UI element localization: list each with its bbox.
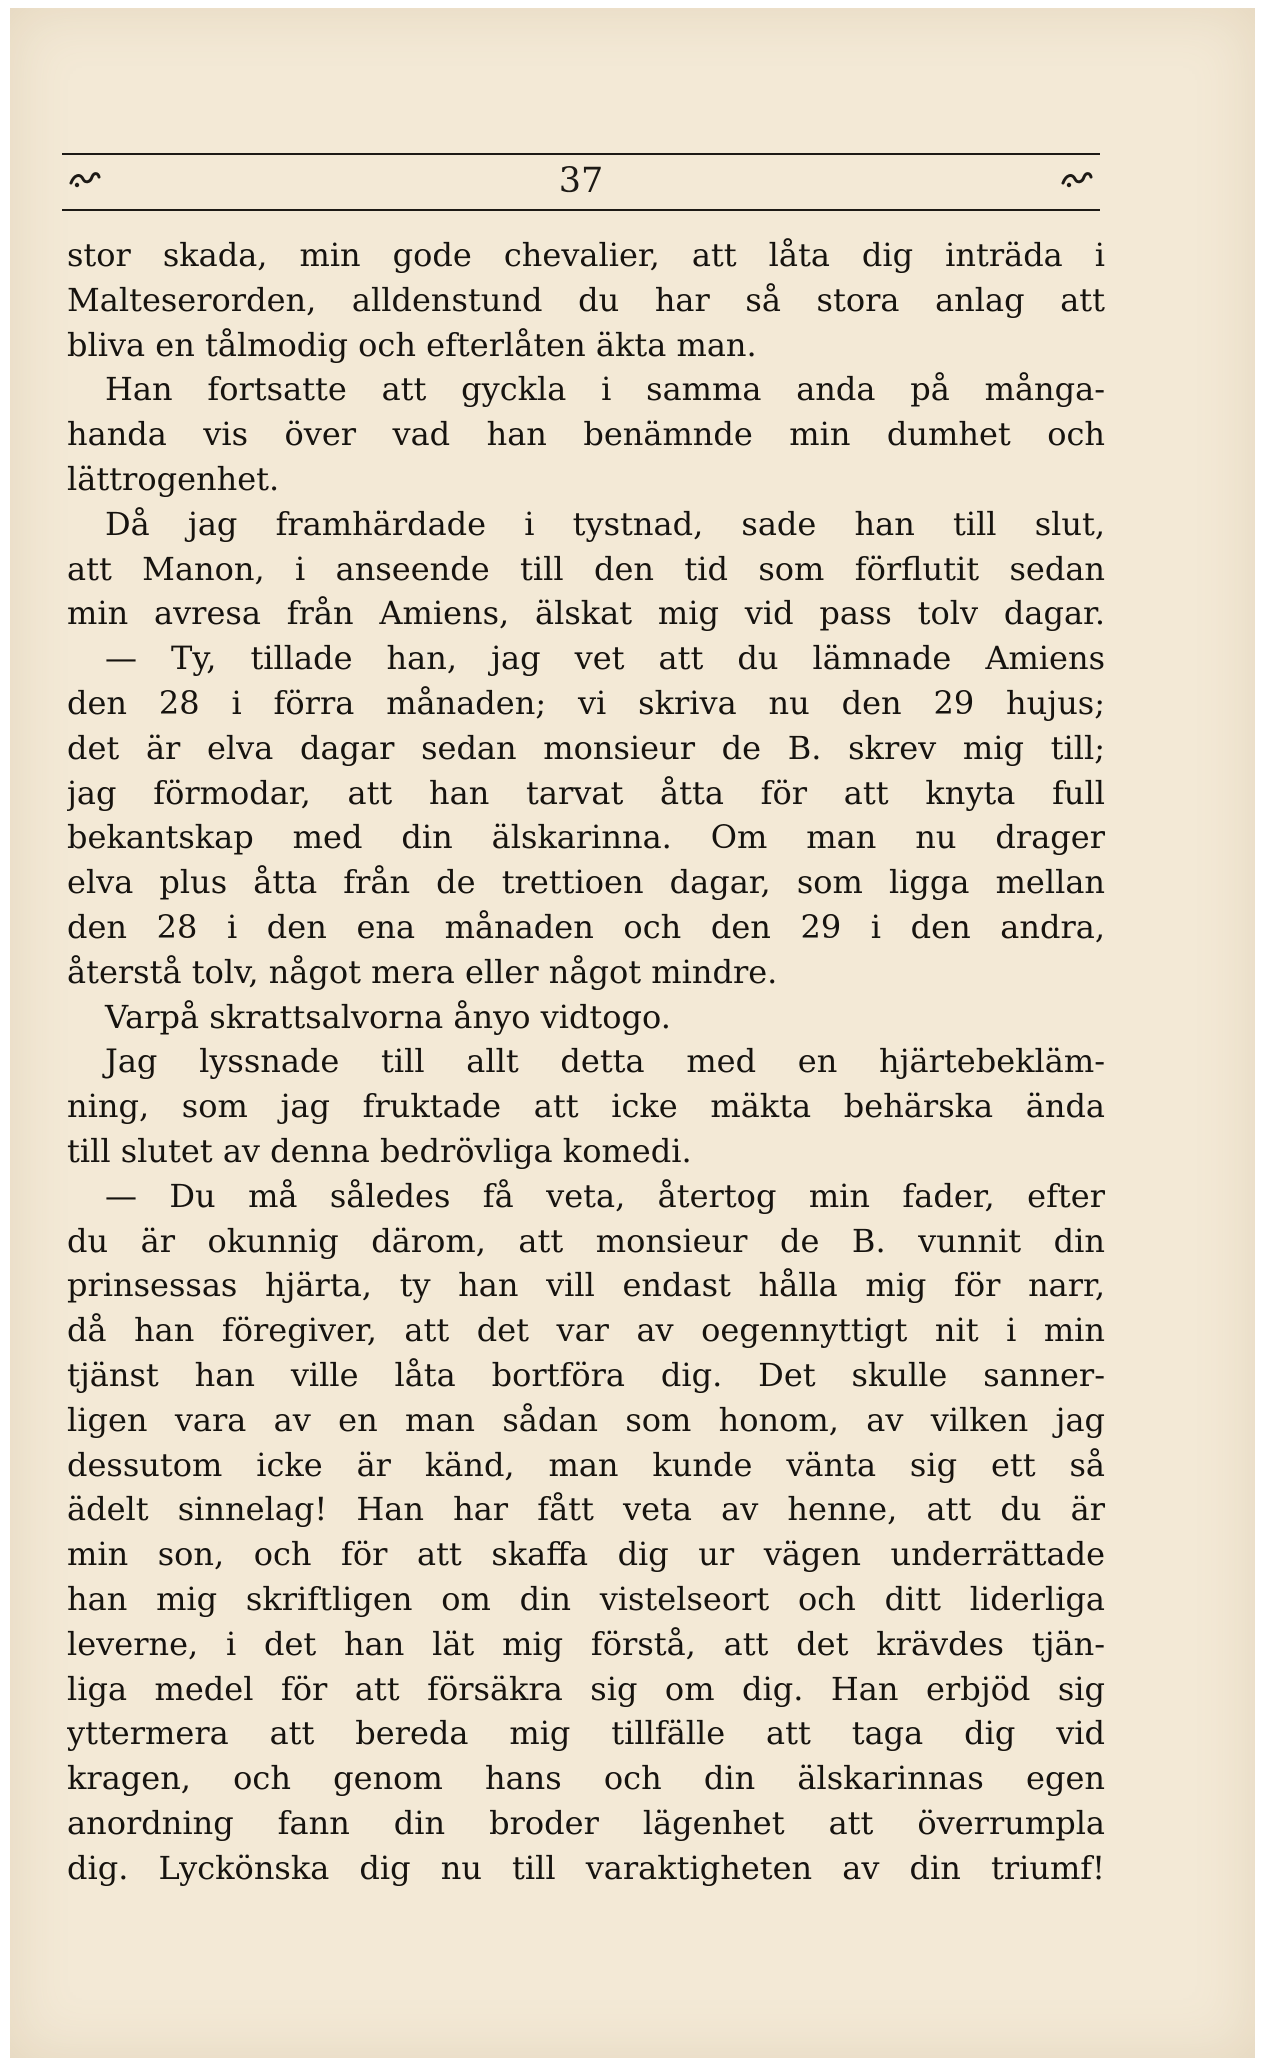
text-line: ädelt sinnelag! Han har fått veta av henne, att du är [67, 1490, 1105, 1529]
text-line: elva plus åtta från de trettioen dagar, som ligga mellan [67, 863, 1105, 902]
body-text [67, 233, 1105, 1890]
page-number: 37 [558, 161, 604, 201]
text-line: min son, och för att skaffa dig ur vägen underrättade [67, 1535, 1105, 1574]
text-line: den 28 i förra månaden; vi skriva nu den 29 hujus; [67, 683, 1105, 722]
text-line: jag förmodar, att han tarvat åtta för att knyta full [67, 773, 1105, 812]
text-line: återstå tolv, något mera eller något mindre. [67, 952, 778, 991]
text-line: — Ty, tillade han, jag vet att du lämnade Amiens [105, 639, 1105, 678]
text-line: — Du må således få veta, återtog min fader, efter [105, 1176, 1105, 1215]
text-line: yttermera att bereda mig tillfälle att taga dig vid [67, 1714, 1105, 1753]
text-line: Varpå skrattsalvorna ånyo vidtogo. [105, 997, 671, 1036]
text-line: prinsessas hjärta, ty han vill endast hålla mig för narr, [67, 1266, 1105, 1305]
header-bottom-rule [62, 209, 1100, 211]
text-line: då han föregiver, att det var av oegennyttigt nit i min [67, 1311, 1105, 1350]
vine-scroll-ornament-right-icon [1060, 167, 1094, 191]
text-line: ning, som jag fruktade att icke mäkta behärska ända [67, 1087, 1105, 1126]
text-line: tjänst han ville låta bortföra dig. Det skulle sanner- [67, 1355, 1105, 1394]
text-line: det är elva dagar sedan monsieur de B. skrev mig till; [67, 728, 1105, 767]
text-line: ligen vara av en man sådan som honom, av vilken jag [67, 1400, 1105, 1439]
text-line: dig. Lyckönska dig nu till varaktigheten av din triumf! [67, 1848, 1105, 1887]
text-line: till slutet av denna bedrövliga komedi. [67, 1131, 692, 1170]
text-line: min avresa från Amiens, älskat mig vid pass tolv dagar. [67, 594, 1105, 633]
text-line: den 28 i den ena månaden och den 29 i den andra, [67, 907, 1105, 946]
text-line: han mig skriftligen om din vistelseort och ditt liderliga [67, 1579, 1105, 1618]
text-line: Malteserorden, alldenstund du har så stora anlag att [67, 280, 1105, 319]
text-line: stor skada, min gode chevalier, att låta dig inträda i [67, 236, 1105, 274]
text-line: bekantskap med din älskarinna. Om man nu drager [67, 818, 1105, 857]
text-line: leverne, i det han lät mig förstå, att det krävdes tjän- [67, 1624, 1105, 1663]
text-line: lättrogenhet. [67, 459, 280, 498]
text-line: kragen, och genom hans och din älskarinnas egen [67, 1759, 1105, 1798]
text-line: Jag lyssnade till allt detta med en hjärtebekläm- [105, 1042, 1105, 1081]
text-line: handa vis över vad han benämnde min dumhet och [67, 415, 1105, 454]
running-header [62, 153, 1100, 213]
text-line: dessutom icke är känd, man kunde vänta sig ett så [67, 1445, 1105, 1484]
text-line: att Manon, i anseende till den tid som förflutit sedan [67, 549, 1105, 588]
text-line: anordning fann din broder lägenhet att överrumpla [67, 1803, 1105, 1842]
text-line: Då jag framhärdade i tystnad, sade han till slut, [105, 504, 1105, 543]
text-line: bliva en tålmodig och efterlåten äkta man. [67, 325, 757, 364]
book-page [10, 8, 1255, 2058]
text-line: liga medel för att försäkra sig om dig. Han erbjöd sig [67, 1669, 1105, 1708]
text-line: Han fortsatte att gyckla i samma anda på många- [105, 370, 1105, 409]
header-top-rule [62, 153, 1100, 155]
text-line: du är okunnig därom, att monsieur de B. vunnit din [67, 1221, 1105, 1260]
